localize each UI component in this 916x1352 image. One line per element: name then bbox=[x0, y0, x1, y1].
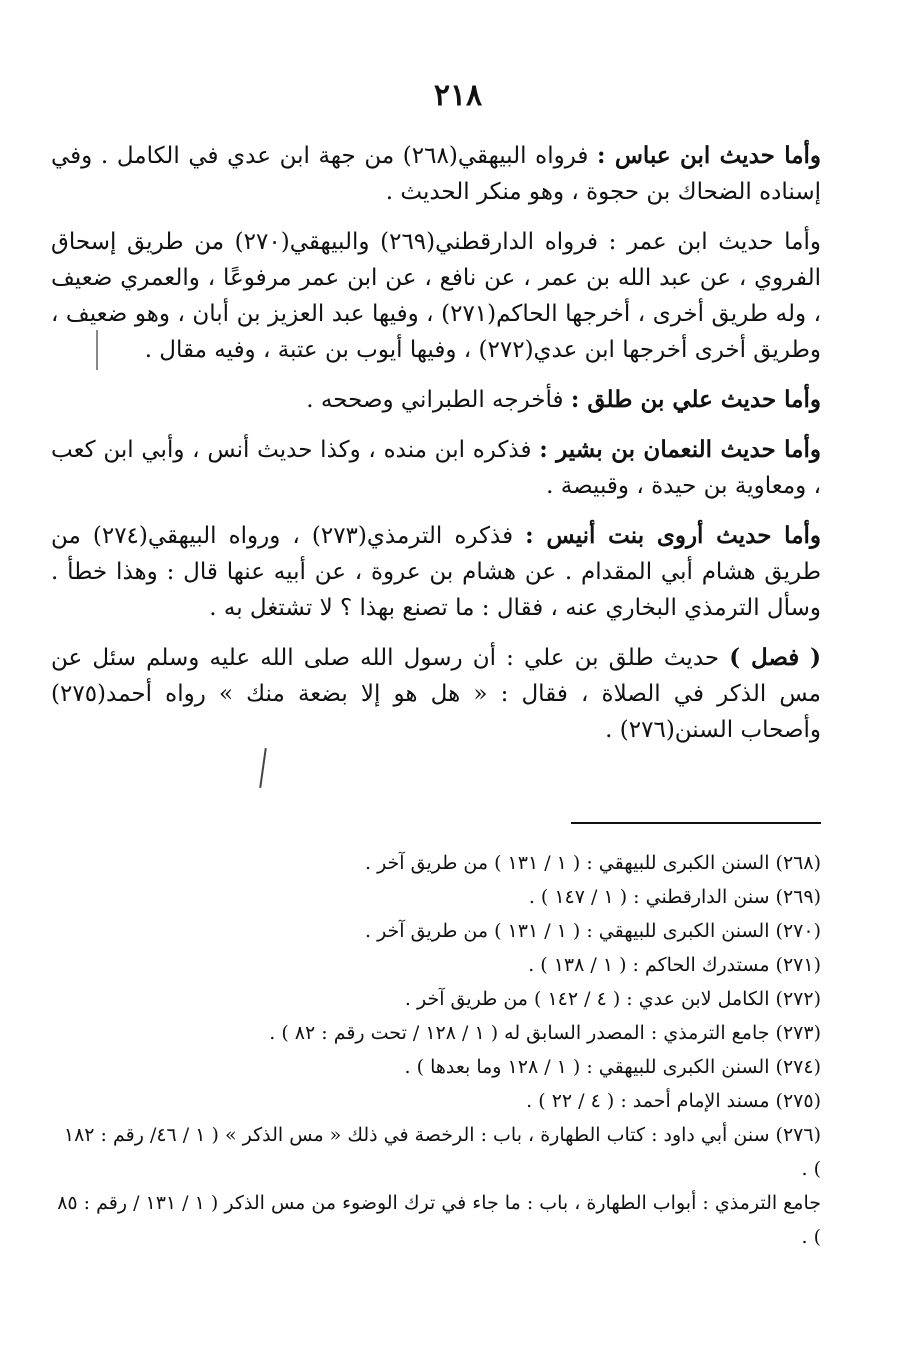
paragraph-text: حديث طلق بن علي : أن رسول الله صلى الله عليه وسلم سئل عن مس الذكر في الصلاة ، فقال : « هل هو إلا بضعة منك » رواه أحمد(٢٧٥) وأصحاب السنن(٢٧٦) . bbox=[51, 645, 821, 743]
paragraph-text: فذكره الترمذي(٢٧٣) ، ورواه البيهقي(٢٧٤) من طريق هشام أبي المقدام . عن هشام بن عروة ، عن أبيه عنها قال : وهذا خطأ . وسأل الترمذي البخاري عنه ، فقال : ما تصنع بهذا ؟ لا تشتغل به . bbox=[51, 523, 821, 621]
main-text bbox=[51, 138, 821, 762]
paragraph-ibn-umar bbox=[51, 224, 821, 368]
paragraph-numan bbox=[51, 432, 821, 504]
paragraph-lead: وأما حديث علي بن طلق : bbox=[570, 386, 821, 413]
paragraph-text: فرواه البيهقي(٢٦٨) من جهة ابن عدي في الكامل . وفي إسناده الضحاك بن حجوة ، وهو منكر الحديث . bbox=[51, 143, 821, 205]
footnote-continuation: جامع الترمذي : أبواب الطهارة ، باب : ما جاء في ترك الوضوء من مس الذكر ( ١ / ١٣١ / رقم : ٨٥ ) . bbox=[57, 1192, 821, 1248]
footnote: (٢٧٠) السنن الكبرى للبيهقي : ( ١ / ١٣١ ) من طريق آخر . bbox=[364, 920, 821, 942]
paragraph-lead: وأما حديث ابن عمر : bbox=[608, 229, 821, 255]
footnote-separator bbox=[571, 822, 821, 824]
paragraph-text: فأخرجه الطبراني وصححه . bbox=[306, 387, 564, 413]
footnote: (٢٧١) مستدرك الحاكم : ( ١ / ١٣٨ ) . bbox=[528, 954, 821, 976]
paragraph-lead: وأما حديث أروى بنت أنيس : bbox=[525, 522, 822, 549]
page-number: ٢١٨ bbox=[433, 78, 483, 113]
paragraph-fasl bbox=[51, 640, 821, 748]
paragraph-text: فذكره ابن منده ، وكذا حديث أنس ، وأبي ابن كعب ، ومعاوية بن حيدة ، وقبيصة . bbox=[51, 437, 821, 499]
paragraph-text: فرواه الدارقطني(٢٦٩) والبيهقي(٢٧٠) من طريق إسحاق الفروي ، عن عبد الله بن عمر ، عن نافع ، عن ابن عمر مرفوعًا ، والعمري ضعيف ، وله طريق أخرى ، أخرجها الحاكم(٢٧١) ، وفيها عبد العزيز بن أبان ، وهو ضعيف ، وطريق أخرى أخرجها ابن عدي(٢٧٢) ، وفيها أيوب بن عتبة ، وفيه مقال . bbox=[51, 229, 821, 363]
footnote: (٢٧٤) السنن الكبرى للبيهقي : ( ١ / ١٢٨ وما بعدها ) . bbox=[404, 1056, 821, 1078]
footnote: (٢٧٥) مسند الإمام أحمد : ( ٤ / ٢٢ ) . bbox=[526, 1090, 821, 1112]
footnote: (٢٦٩) سنن الدارقطني : ( ١ / ١٤٧ ) . bbox=[528, 886, 821, 908]
paragraph-ali-bin-talq bbox=[51, 382, 821, 418]
footnote: (٢٧٣) جامع الترمذي : المصدر السابق له ( ١ / ١٢٨ / تحت رقم : ٨٢ ) . bbox=[269, 1022, 821, 1044]
footnotes bbox=[51, 846, 821, 1254]
paragraph-lead: وأما حديث النعمان بن بشير : bbox=[539, 436, 822, 463]
paragraph-arwa bbox=[51, 518, 821, 626]
paragraph-lead: ( فصل ) bbox=[729, 644, 822, 671]
footnote: (٢٧٢) الكامل لابن عدي : ( ٤ / ١٤٢ ) من طريق آخر . bbox=[404, 988, 821, 1010]
margin-mark bbox=[96, 330, 98, 370]
paragraph-lead: وأما حديث ابن عباس : bbox=[597, 142, 822, 169]
footnote: (٢٦٨) السنن الكبرى للبيهقي : ( ١ / ١٣١ ) من طريق آخر . bbox=[364, 852, 821, 874]
paragraph-ibn-abbas bbox=[51, 138, 821, 210]
footnote: (٢٧٦) سنن أبي داود : كتاب الطهارة ، باب : الرخصة في ذلك « مس الذكر » ( ١ / ٤٦/ رقم : ١٨٢ ) . bbox=[63, 1124, 821, 1180]
